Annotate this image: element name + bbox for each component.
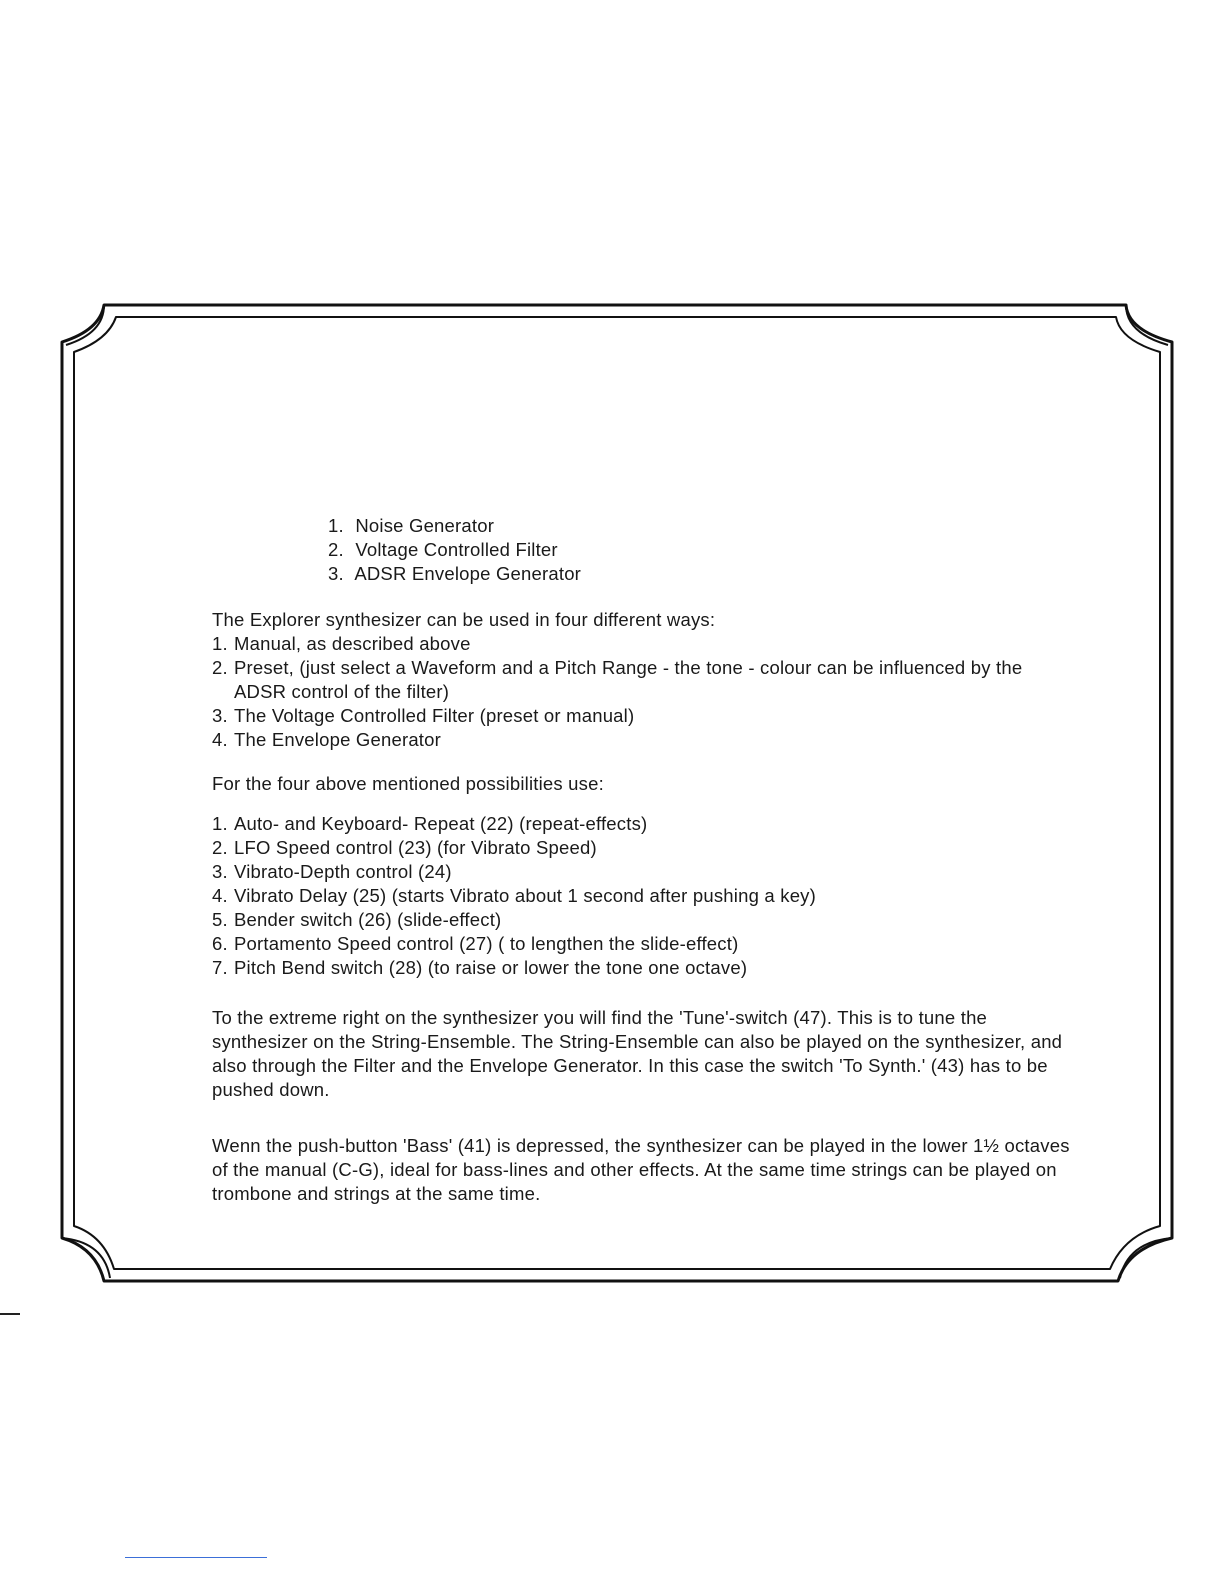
list-item: 7. Pitch Bend switch (28) (to raise or lower the tone one octave) (212, 957, 748, 978)
ways-intro: The Explorer synthesizer can be used in four different ways: (212, 609, 716, 630)
list-item: 1. Noise Generator (328, 515, 495, 536)
list-item: 2. LFO Speed control (23) (for Vibrato Speed) (212, 837, 597, 858)
list-item: 3. The Voltage Controlled Filter (preset or manual) (212, 705, 635, 726)
list-item: 6. Portamento Speed control (27) ( to lengthen the slide-effect) (212, 933, 739, 954)
footnote-rule (125, 1557, 267, 1558)
tune-paragraph: To the extreme right on the synthesizer you will find the 'Tune'-switch (47). This is to tune the synthesizer on the String-Ensemble. The String-Ensemble can also be played on the synthesizer, and also through the Filter and the Envelope Generator. In this case the switch 'To Synth.' (43) has to be pushed down. (212, 1007, 1063, 1100)
list-item: 1. Auto- and Keyboard- Repeat (22) (repeat-effects) (212, 813, 648, 834)
margin-dash (0, 1313, 20, 1315)
feature-list (328, 514, 1072, 586)
list-item: 3. ADSR Envelope Generator (328, 563, 582, 584)
list-item: 5. Bender switch (26) (slide-effect) (212, 909, 502, 930)
possibilities-intro: For the four above mentioned possibilities use: (212, 773, 604, 794)
list-item: 2. Voltage Controlled Filter (328, 539, 558, 560)
list-item: 2. Preset, (just select a Waveform and a Pitch Range - the tone - colour can be influenced by the ADSR control of the filter) (212, 657, 1023, 702)
possibilities-list (212, 812, 1072, 980)
list-item: 1. Manual, as described above (212, 633, 471, 654)
list-item: 4. The Envelope Generator (212, 729, 441, 750)
ways-list (212, 632, 1072, 752)
bass-paragraph: Wenn the push-button 'Bass' (41) is depressed, the synthesizer can be played in the lower 1½ octaves of the manual (C-G), ideal for bass-lines and other effects. At the same time strings can be played on trombone and strings at the same time. (212, 1135, 1070, 1204)
document-body (212, 514, 1072, 1206)
list-item: 4. Vibrato Delay (25) (starts Vibrato about 1 second after pushing a key) (212, 885, 816, 906)
list-item: 3. Vibrato-Depth control (24) (212, 861, 452, 882)
